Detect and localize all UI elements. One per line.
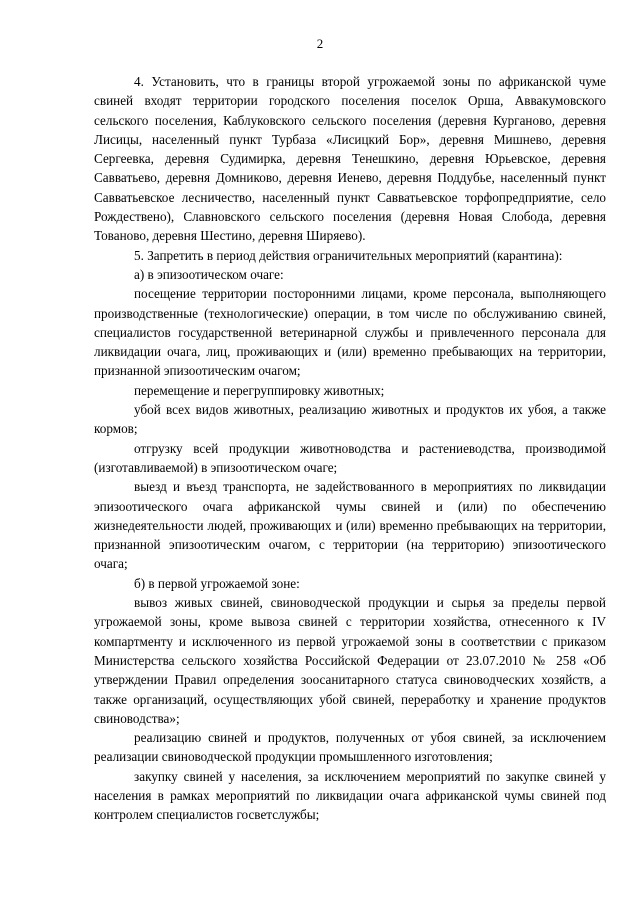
item-visiting-territory: посещение территории посторонними лицами, кроме персонала, выполняющего производственные (технологические) операции, в том числе по обслуживанию свиней, специалистов государственной ветеринарной службы и привлеченного персонала для ликвидации очага, лиц, проживающих и (или) временно пребывающих на территории, признанной эпизоотическим очагом; (94, 286, 606, 379)
item-transport: выезд и въезд транспорта, не задействованного в мероприятиях по ликвидации эпизоотического очага африканской чумы свиней и (или) по обеспечению жизнедеятельности людей, проживающих и (или) временно пребывающих на территории, признанной эпизоотическим очагом, с территории (на территорию) эпизоотического очага; (94, 479, 606, 572)
item-shipment: отгрузку всей продукции животноводства и растениеводства, производимой (изготавливаемой) в эпизоотическом очаге; (94, 440, 606, 475)
item-sale-pigs: реализацию свиней и продуктов, полученных от убоя свиней, за исключением реализации свиноводческой продукции промышленного изготовления; (94, 730, 606, 765)
paragraph-5-prohibitions: 5. Запретить в период действия ограничительных мероприятий (карантина): (134, 247, 563, 263)
item-export-pigs: вывоз живых свиней, свиноводческой продукции и сырья за пределы первой угрожаемой зоны, кроме вывоза свиней с территории хозяйства, отнесенного к IV компартменту и исключенного из первой угрожаемой зоны в соответствии с приказом Министерства сельского хозяйства Российской Федерации от 23.07.2010 № 258 «Об утверждении Правил определения зоосанитарного статуса свиноводческих хозяйств, а также организаций, осуществляющих убой свиней, переработку и хранение продуктов свиноводства»; (94, 595, 606, 726)
item-purchase-pigs: закупку свиней у населения, за исключением мероприятий по закупке свиней у населения в рамках мероприятий по ликвидации очага африканской чумы свиней под контролем специалистов госветслужбы; (94, 768, 606, 823)
paragraph-4-second-threat-zone: 4. Установить, что в границы второй угрожаемой зоны по африканской чуме свиней входят территории городского поселения поселок Орша, Аввакумовского сельского поселения, Каблуковского сельского поселения (деревня Курганово, деревня Лисицы, населенный пункт Турбаза «Лисицкий Бор», деревня Мишнево, деревня Сергеевка, деревня Судимирка, деревня Тенешкино, деревня Юрьевское, деревня Савватьево, деревня Домниково, деревня Иенево, деревня Поддубье, населенный пункт Савватьевское лесничество, населенный пункт Савватьевское торфопредприятие, село Рождествено), Славновского сельского поселения (деревня Новая Слобода, деревня Тованово, деревня Шестино, деревня Ширяево). (94, 74, 606, 244)
page-number: 2 (316, 36, 324, 51)
subheading-a-epizootic-focus: а) в эпизоотическом очаге: (134, 266, 284, 282)
document-body (94, 72, 606, 825)
item-slaughter: убой всех видов животных, реализацию животных и продуктов их убоя, а также кормов; (94, 402, 606, 437)
subheading-b-first-threat-zone: б) в первой угрожаемой зоне: (134, 575, 300, 591)
item-moving-animals: перемещение и перегруппировку животных; (134, 382, 385, 398)
